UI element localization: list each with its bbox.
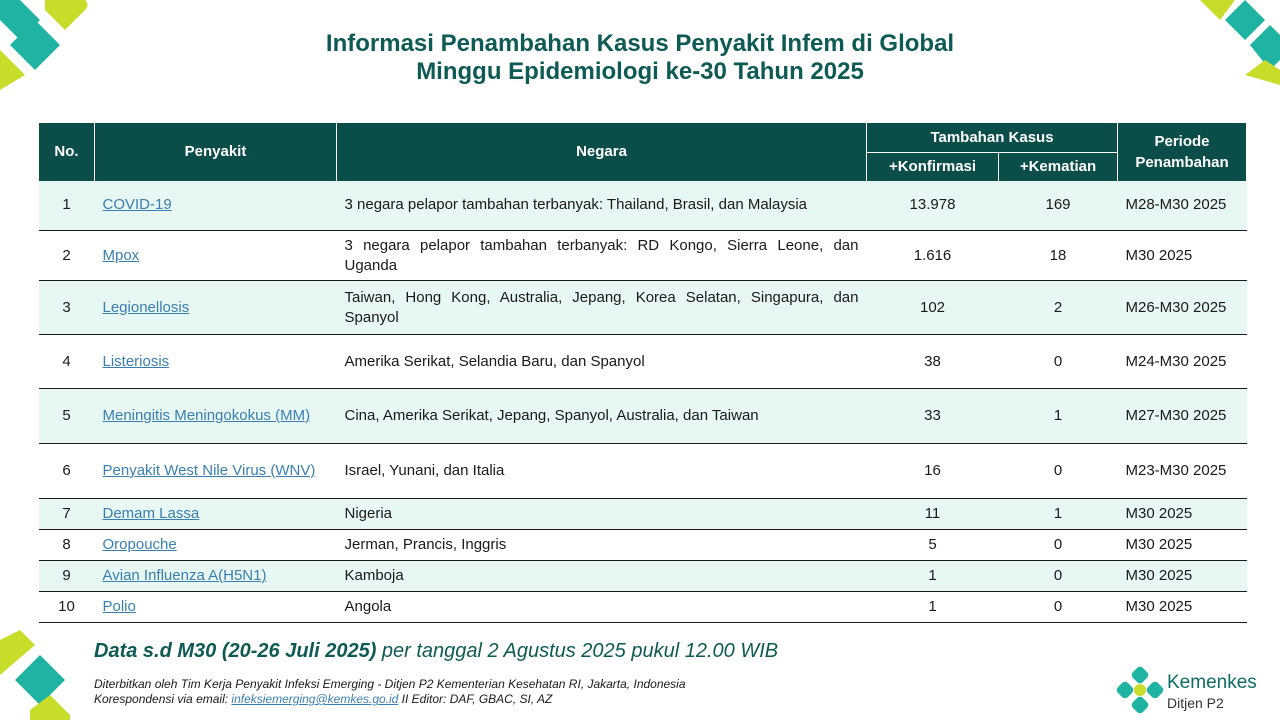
row-no: 2 [39,231,95,281]
row-no: 3 [39,281,95,335]
disease-link-polio[interactable]: Polio [102,598,136,615]
kemenkes-logo [1167,672,1257,712]
table-row [39,231,1247,281]
data-date-note [94,640,778,663]
table-row [39,335,1247,389]
row-periode: M23-M30 2025 [1118,444,1247,499]
editor-credits: II Editor: DAF, GBAC, SI, AZ [398,692,553,706]
row-negara: 3 negara pelapor tambahan terbanyak: Thailand, Brasil, dan Malaysia [337,181,867,231]
table-row [39,499,1247,530]
row-no: 8 [39,530,95,561]
table-row [39,389,1247,444]
row-konfirmasi: 5 [867,530,999,561]
title-line-2: Minggu Epidemiologi ke-30 Tahun 2025 [416,58,864,85]
row-periode: M24-M30 2025 [1118,335,1247,389]
row-kematian: 0 [999,530,1118,561]
row-kematian: 1 [999,499,1118,530]
row-kematian: 18 [999,231,1118,281]
row-periode: M30 2025 [1118,231,1247,281]
row-kematian: 0 [999,444,1118,499]
table-row [39,281,1247,335]
row-no: 4 [39,335,95,389]
header-konfirmasi: +Konfirmasi [867,152,999,181]
disease-link-wnv[interactable]: Penyakit West Nile Virus (WNV) [102,462,316,479]
disease-link-avian-influenza[interactable]: Avian Influenza A(H5N1) [102,567,267,584]
row-negara: Taiwan, Hong Kong, Australia, Jepang, Korea Selatan, Singapura, dan Spanyol [337,281,867,335]
page-title [0,30,1280,86]
row-kematian: 169 [999,181,1118,231]
row-negara: Israel, Yunani, dan Italia [337,444,867,499]
row-no: 10 [39,592,95,623]
row-no: 1 [39,181,95,231]
row-periode: M27-M30 2025 [1118,389,1247,444]
logo-name: Kemenkes [1167,672,1257,693]
header-tambahan-kasus: Tambahan Kasus [867,123,1118,152]
row-kematian: 2 [999,281,1118,335]
disease-link-listeriosis[interactable]: Listeriosis [102,352,170,370]
row-konfirmasi: 38 [867,335,999,389]
row-periode: M30 2025 [1118,499,1247,530]
disease-link-mpox[interactable]: Mpox [102,246,140,264]
header-no: No. [39,123,95,181]
disease-table [38,123,1247,623]
row-negara: Jerman, Prancis, Inggris [337,530,867,561]
table-row [39,561,1247,592]
row-no: 9 [39,561,95,592]
disease-link-oropouche[interactable]: Oropouche [102,536,177,553]
bottom-left-decoration [0,630,90,720]
publisher-note [94,677,686,707]
row-periode: M30 2025 [1118,530,1247,561]
row-konfirmasi: 1 [867,561,999,592]
email-link[interactable]: infeksiemerging@kemkes.go.id [231,692,399,706]
row-konfirmasi: 16 [867,444,999,499]
row-kematian: 1 [999,389,1118,444]
correspondence-prefix: Korespondensi via email: [94,692,232,706]
row-periode: M30 2025 [1118,592,1247,623]
disease-link-demam-lassa[interactable]: Demam Lassa [102,505,200,522]
row-negara: Angola [337,592,867,623]
header-penyakit: Penyakit [95,123,337,181]
row-konfirmasi: 102 [867,281,999,335]
header-negara: Negara [337,123,867,181]
correspondence-line [94,692,686,707]
row-kematian: 0 [999,335,1118,389]
disease-link-covid19[interactable]: COVID-19 [102,196,172,214]
row-konfirmasi: 1 [867,592,999,623]
row-kematian: 0 [999,561,1118,592]
table-row [39,181,1247,231]
row-periode: M30 2025 [1118,561,1247,592]
row-periode: M28-M30 2025 [1118,181,1247,231]
row-negara: Kamboja [337,561,867,592]
data-period: Data s.d M30 (20-26 Juli 2025) [94,640,377,662]
row-periode: M26-M30 2025 [1118,281,1247,335]
disease-link-legionellosis[interactable]: Legionellosis [102,298,190,316]
title-line-1: Informasi Penambahan Kasus Penyakit Infem di Global [325,30,955,57]
row-konfirmasi: 1.616 [867,231,999,281]
row-no: 7 [39,499,95,530]
kemenkes-logo-icon [1116,666,1164,714]
row-negara: Nigeria [337,499,867,530]
logo-sub: Ditjen P2 [1167,695,1224,711]
publisher-line: Diterbitkan oleh Tim Kerja Penyakit Infeksi Emerging - Ditjen P2 Kementerian Kesehatan RI, Jakarta, Indonesia [94,677,686,691]
data-timestamp: per tanggal 2 Agustus 2025 pukul 12.00 WIB [376,640,779,662]
row-konfirmasi: 11 [867,499,999,530]
row-no: 6 [39,444,95,499]
table-row [39,444,1247,499]
header-periode: Periode Penambahan [1118,123,1247,181]
row-kematian: 0 [999,592,1118,623]
row-negara: Cina, Amerika Serikat, Jepang, Spanyol, Australia, dan Taiwan [337,389,867,444]
row-konfirmasi: 33 [867,389,999,444]
table-row [39,530,1247,561]
table-row [39,592,1247,623]
row-no: 5 [39,389,95,444]
disease-link-meningitis[interactable]: Meningitis Meningokokus (MM) [102,407,311,424]
row-konfirmasi: 13.978 [867,181,999,231]
row-negara: 3 negara pelapor tambahan terbanyak: RD Kongo, Sierra Leone, dan Uganda [337,231,867,281]
header-kematian: +Kematian [999,152,1118,181]
row-negara: Amerika Serikat, Selandia Baru, dan Spanyol [337,335,867,389]
